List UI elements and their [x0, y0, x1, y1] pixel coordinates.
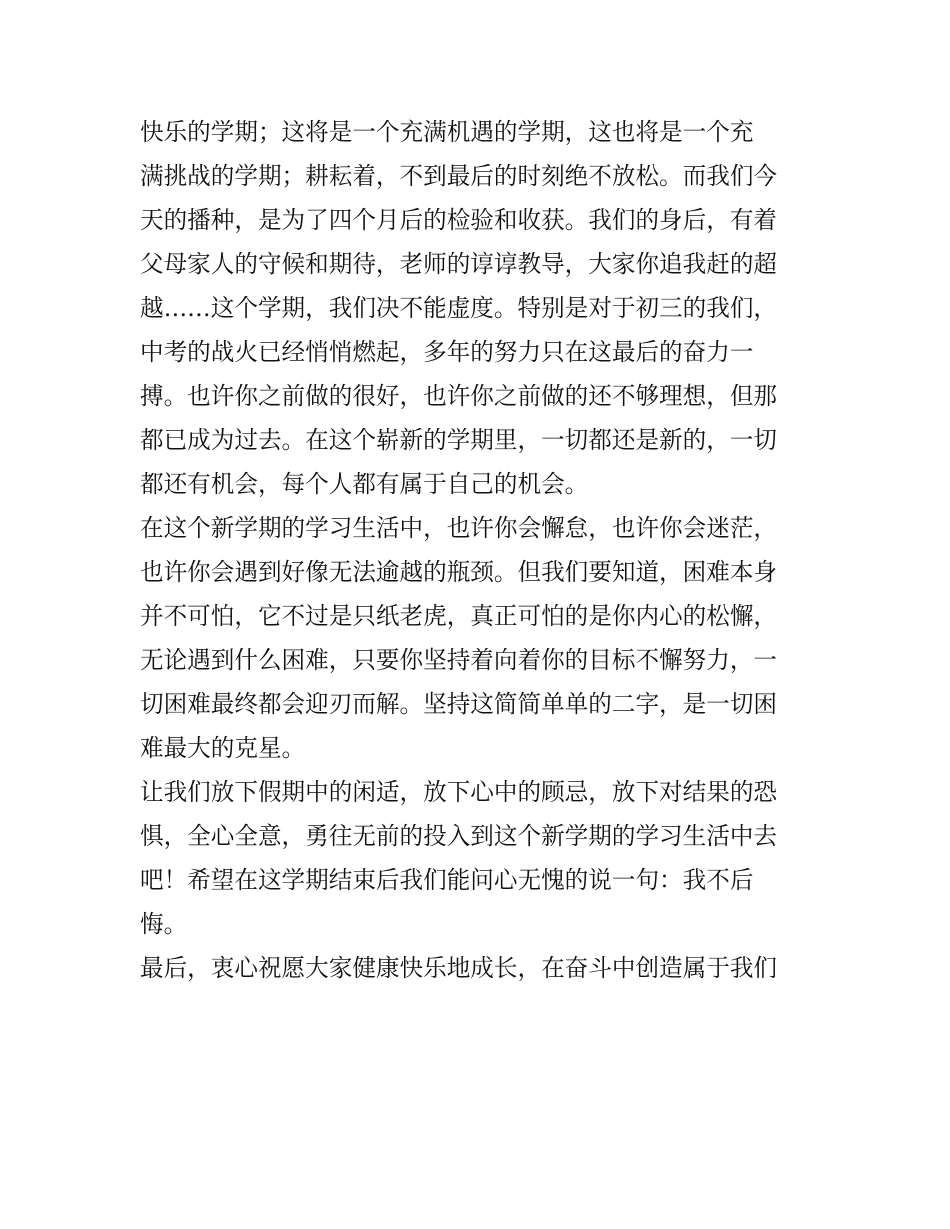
paragraph-4: 最后，衷心祝愿大家健康快乐地成长，在奋斗中创造属于我们 — [140, 954, 778, 982]
document-body — [140, 110, 812, 990]
paragraph-2: 在这个新学期的学习生活中，也许你会懈怠，也许你会迷茫， 也许你会遇到好像无法逾越的瓶颈。但我们要知道，困难本身 并不可怕，它不过是只纸老虎，真正可怕的是你内心的松懈， 无论遇到什么困难，只要你坚持着向着你的目标不懈努力，一 切困难最终都会迎刃而解。坚持这简简单单的二字，是一切困 难最大的克星。 — [140, 514, 778, 762]
paragraph-3: 让我们放下假期中的闲适，放下心中的顾忌，放下对结果的恐 惧，全心全意，勇往无前的投入到这个新学期的学习生活中去 吧！希望在这学期结束后我们能问心无愧的说一句：我不后 悔。 — [140, 778, 778, 938]
paragraph-1: 快乐的学期；这将是一个充满机遇的学期，这也将是一个充 满挑战的学期；耕耘着，不到最后的时刻绝不放松。而我们今 天的播种，是为了四个月后的检验和收获。我们的身后，有着 父母家人的守候和期待，老师的谆谆教导，大家你追我赶的超 越……这个学期，我们决不能虚度。特别是对于初三的我们， 中考的战火已经悄悄燃起，多年的努力只在这最后的奋力一 搏。也许你之前做的很好，也许你之前做的还不够理想，但那 都已成为过去。在这个崭新的学期里，一切都还是新的，一切 都还有机会，每个人都有属于自己的机会。 — [140, 118, 778, 498]
